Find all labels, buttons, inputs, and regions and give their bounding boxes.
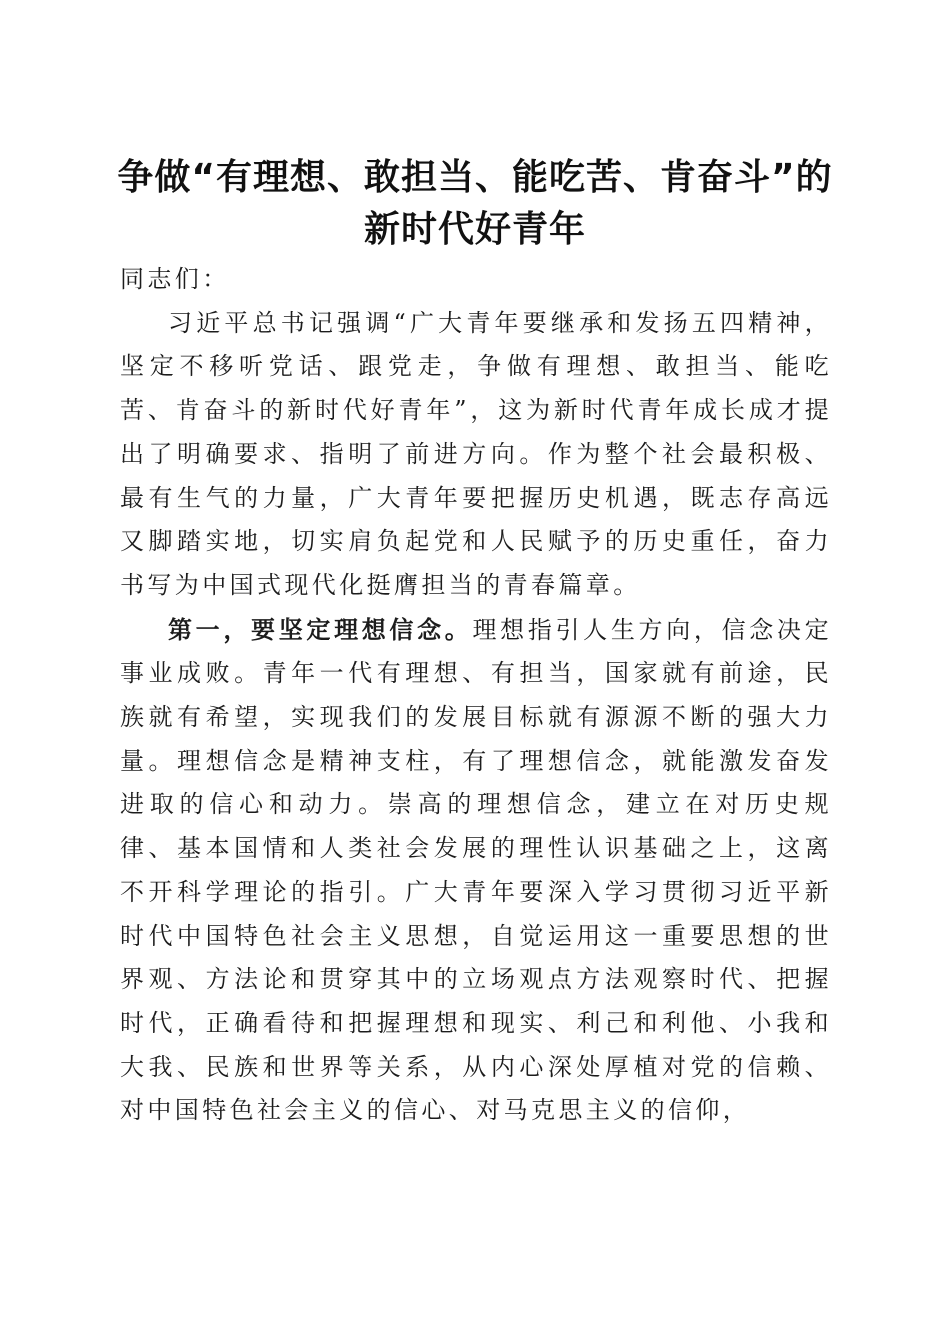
salutation: 同志们：	[120, 265, 230, 293]
paragraph-1: 习近平总书记强调“广大青年要继承和发扬五四精神，坚定不移听党话、跟党走，争做有理想、敢担当、能吃苦、肯奋斗的新时代好青年”，这为新时代青年成长成才提出了明确要求、指明了前进方向。作为整个社会最积极、最有生气的力量，广大青年要把握历史机遇，既志存高远又脚踏实地，切实肩负起党和人民赋予的历史重任，奋力书写为中国式现代化挺膺担当的青春篇章。	[120, 308, 832, 599]
document-title	[100, 152, 850, 256]
document-body	[120, 258, 832, 1133]
title-line-2: 新时代好青年	[363, 209, 586, 251]
title-line-1: 争做“有理想、敢担当、能吃苦、肯奋斗”的	[117, 157, 833, 199]
paragraph-2-lead: 第一，要坚定理想信念。	[168, 614, 473, 644]
paragraph-2-body: 理想指引人生方向，信念决定事业成败。青年一代有理想、有担当，国家就有前途，民族就有希望，实现我们的发展目标就有源源不断的强大力量。理想信念是精神支柱，有了理想信念，就能激发奋发进取的信心和动力。崇高的理想信念，建立在对历史规律、基本国情和人类社会发展的理性认识基础之上，这离不开科学理论的指引。广大青年要深入学习贯彻习近平新时代中国特色社会主义思想，自觉运用这一重要思想的世界观、方法论和贯穿其中的立场观点方法观察时代、把握时代，正确看待和把握理想和现实、利己和利他、小我和大我、民族和世界等关系，从内心深处厚植对党的信赖、对中国特色社会主义的信心、对马克思主义的信仰，	[120, 615, 833, 1125]
paragraph-2	[120, 608, 832, 1133]
